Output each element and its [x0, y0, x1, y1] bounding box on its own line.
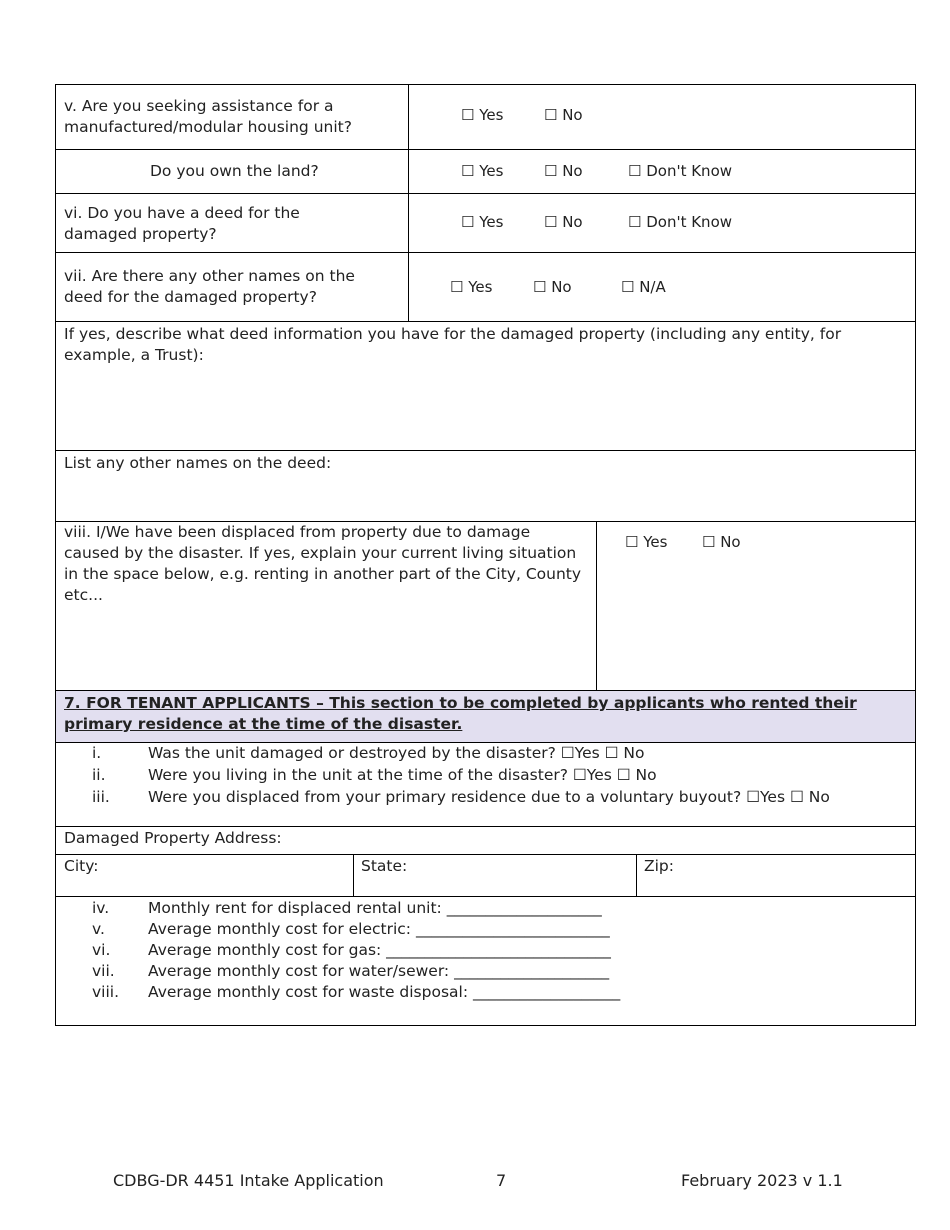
damaged-address-label: Damaged Property Address: [64, 829, 282, 847]
checkbox-dont-know[interactable]: ☐ Don't Know [628, 162, 733, 180]
zip-label: Zip: [644, 857, 674, 875]
page-number: 7 [496, 1171, 507, 1190]
row-deed-info [56, 322, 915, 451]
checkbox-yes[interactable]: ☐ Yes [461, 213, 504, 231]
section-7-costs: iv. Monthly rent for displaced rental unit: ____________________ v. Average monthly cost for electric: _________________________ vi. Average monthly cost for gas: _____________________________ vii. Average monthly cost for water/sewer: ____________________ viii. Average monthly cost for waste disposal: ___________________ [92, 899, 621, 1001]
checkbox-no[interactable]: ☐ No [544, 213, 583, 231]
question-own-land: Do you own the land? [150, 162, 319, 180]
checkbox-dont-know[interactable]: ☐ Don't Know [628, 213, 733, 231]
question-displaced: viii. I/We have been displaced from property due to damage caused by the disaster. If yes, explain your current living situation in the space below, e.g. renting in another part of the City, County etc... [64, 523, 582, 604]
row-manufactured-housing [56, 85, 915, 150]
row-deed [56, 194, 915, 253]
row-other-names [56, 253, 915, 322]
checkbox-yes[interactable]: ☐ Yes [461, 106, 504, 124]
row-damaged-address [56, 827, 915, 855]
footer-left: CDBG-DR 4451 Intake Application [113, 1171, 384, 1190]
form-table [55, 84, 916, 1026]
question-manufactured-housing: v. Are you seeking assistance for a manufactured/modular housing unit? [64, 97, 352, 136]
checkbox-no[interactable]: ☐ No [544, 106, 583, 124]
checkbox-yes[interactable]: ☐ Yes [625, 533, 668, 551]
footer-right: February 2023 v 1.1 [681, 1171, 843, 1190]
checkbox-no[interactable]: ☐ No [544, 162, 583, 180]
row-other-names-list [56, 451, 915, 522]
question-other-names: vii. Are there any other names on the deed for the damaged property? [64, 267, 355, 306]
row-own-land [56, 150, 915, 194]
other-names-label: List any other names on the deed: [64, 454, 332, 472]
question-deed: vi. Do you have a deed for the damaged property? [64, 204, 300, 243]
deed-info-label: If yes, describe what deed information you have for the damaged property (including any entity, for example, a Trust): [64, 325, 842, 364]
section-7-questions: i. Was the unit damaged or destroyed by the disaster? ☐Yes ☐ No ii. Were you living in the unit at the time of the disaster? ☐Yes ☐ No iii. Were you displaced from your primary residence due to a voluntary buyout? ☐Yes ☐ No [56, 743, 915, 827]
city-label: City: [64, 857, 99, 875]
checkbox-yes[interactable]: ☐ Yes [450, 278, 493, 296]
checkbox-na[interactable]: ☐ N/A [621, 278, 666, 296]
section-7-heading: 7. FOR TENANT APPLICANTS – This section to be completed by applicants who rented their primary residence at the time of the disaster. [64, 694, 857, 733]
checkbox-no[interactable]: ☐ No [533, 278, 572, 296]
row-city-state-zip [56, 855, 915, 897]
state-label: State: [361, 857, 408, 875]
section-7-header [56, 691, 915, 743]
row-displaced [56, 522, 915, 691]
checkbox-no[interactable]: ☐ No [702, 533, 741, 551]
checkbox-yes[interactable]: ☐ Yes [461, 162, 504, 180]
